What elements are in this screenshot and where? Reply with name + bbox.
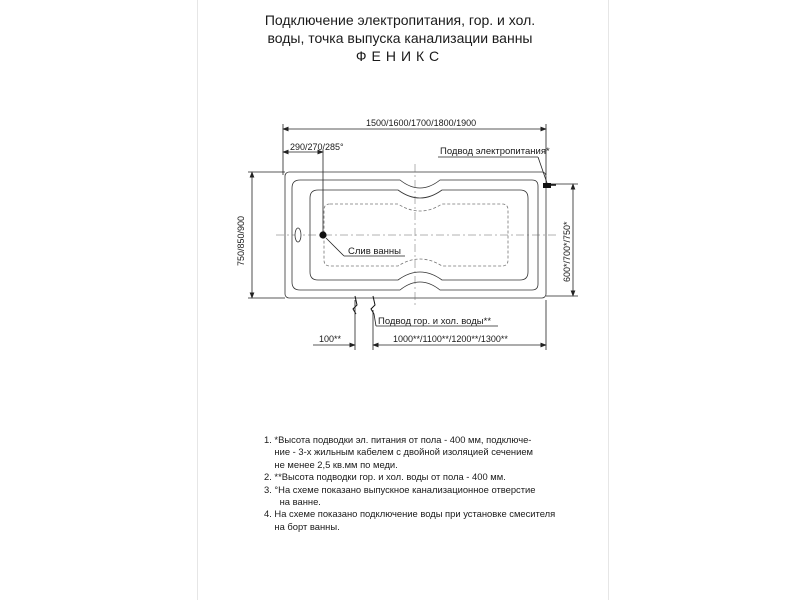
note-line: на ванне. [264, 496, 321, 508]
title-line-3: ФЕНИКС [355, 48, 445, 64]
note-line: не менее 2,5 кв.мм по меди. [264, 458, 398, 470]
drain-offset-label: 290/270/285° [290, 142, 344, 152]
title-line-2: воды, точка выпуска канализации ванны [267, 30, 533, 46]
water-label: Подвод гор. и хол. воды** [378, 316, 492, 327]
center-lines [276, 164, 556, 306]
title-line-1: Подключение электропитания, гор. и хол. [264, 12, 536, 28]
note-line: на борт ванны. [264, 520, 340, 532]
length-label: 1500/1600/1700/1800/1900 [366, 118, 477, 128]
water-span-label: 1000**/1100**/1200**/1300** [393, 334, 508, 344]
drain-label: Слив ванны [348, 246, 401, 257]
note-line: ние - 3-х жильным кабелем с двойной изоляцией сечением [264, 446, 533, 458]
note-line: 1. *Высота подводки эл. питания от пола - 400 мм, подключе- [264, 434, 532, 445]
drain-offset-dimension [283, 150, 323, 232]
overflow-icon [295, 228, 301, 242]
water-inlet-icons [353, 296, 375, 314]
note-line: 3. °На схеме показано выпускное канализационное отверстие [264, 483, 536, 495]
power-leader [438, 157, 547, 183]
height-left-label: 750/850/900 [236, 215, 246, 266]
note-line: 4. На схеме показано подключение воды при установке смесителя [264, 508, 556, 520]
height-right-label: 600*/700*/750* [562, 221, 572, 282]
power-label: Подвод электропитания* [440, 146, 550, 157]
notes-list [264, 434, 604, 533]
water-offset-label: 100** [319, 334, 342, 344]
drain-icon [319, 231, 326, 238]
note-line: 2. **Высота подводки гор. и хол. воды от пола - 400 мм. [264, 471, 506, 483]
